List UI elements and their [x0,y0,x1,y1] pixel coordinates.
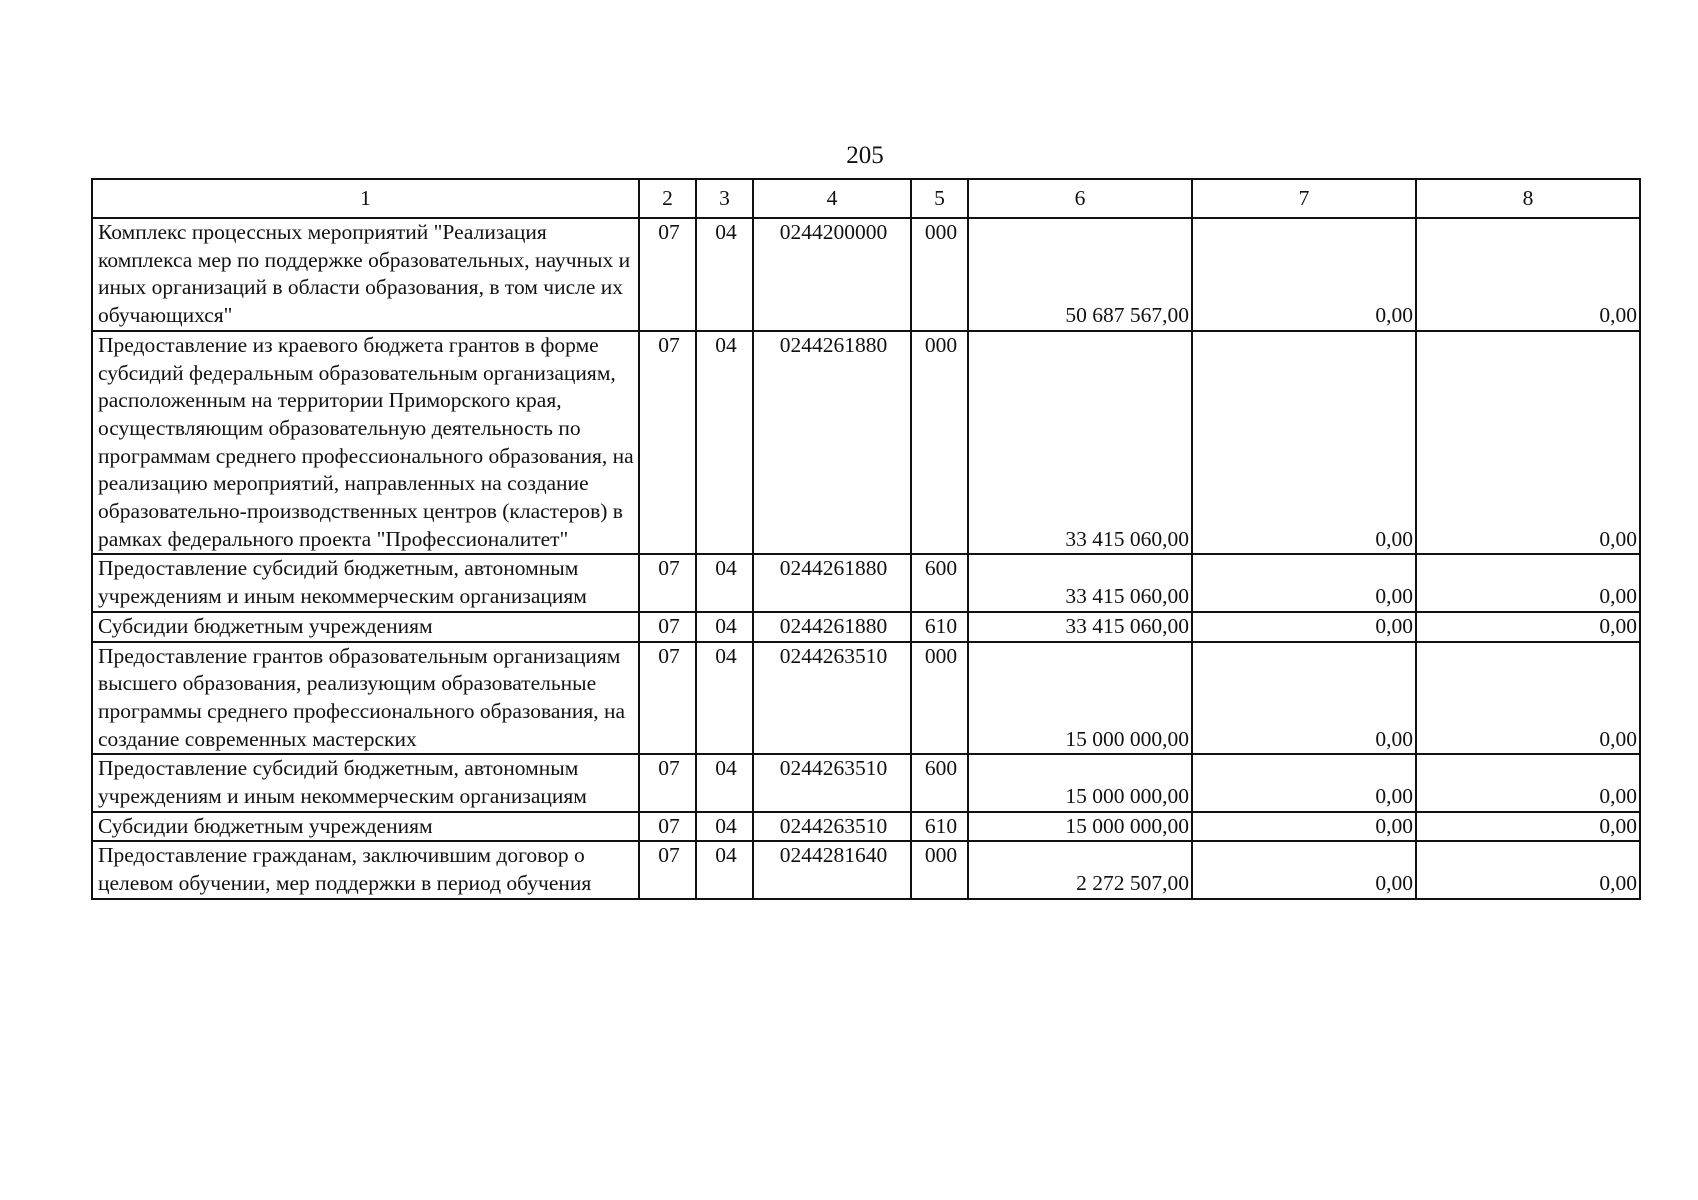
target-article-code: 0244261880 [753,612,911,642]
amount-col-6: 50 687 567,00 [968,218,1192,331]
subsection-code: 04 [696,841,753,898]
expense-name: Комплекс процессных мероприятий "Реализация комплекса мер по поддержке образовательных, научных и иных организаций в области образования, в том числе их обучающихся" [92,218,639,331]
amount-col-8: 0,00 [1416,331,1640,555]
column-header: 1 [92,179,639,218]
expense-type-code: 000 [911,642,968,755]
expense-name: Предоставление из краевого бюджета грантов в форме субсидий федеральным образовательным организациям, расположенным на территории Приморского края, осуществляющим образовательную деятельность по программам среднего профессионального образования, на реализацию мероприятий, направленных на создание образовательно-производственных центров (кластеров) в рамках федерального проекта "Профессионалитет" [92,331,639,555]
page-number: 205 [846,142,884,169]
column-header: 5 [911,179,968,218]
table-row [92,612,1640,642]
amount-col-6: 33 415 060,00 [968,612,1192,642]
column-header: 6 [968,179,1192,218]
expense-type-code: 000 [911,218,968,331]
amount-col-7: 0,00 [1192,218,1416,331]
amount-col-7: 0,00 [1192,812,1416,842]
subsection-code: 04 [696,642,753,755]
section-code: 07 [639,754,696,811]
expense-name: Субсидии бюджетным учреждениям [92,612,639,642]
table-row [92,331,1640,555]
column-number-row [92,179,1640,218]
amount-col-7: 0,00 [1192,754,1416,811]
table-row [92,642,1640,755]
expense-type-code: 610 [911,812,968,842]
amount-col-6: 15 000 000,00 [968,754,1192,811]
section-code: 07 [639,218,696,331]
subsection-code: 04 [696,331,753,555]
subsection-code: 04 [696,754,753,811]
subsection-code: 04 [696,554,753,611]
expense-name: Предоставление грантов образовательным организациям высшего образования, реализующим образовательные программы среднего профессионального образования, на создание современных мастерских [92,642,639,755]
section-code: 07 [639,612,696,642]
amount-col-6: 2 272 507,00 [968,841,1192,898]
column-header: 8 [1416,179,1640,218]
target-article-code: 0244281640 [753,841,911,898]
amount-col-8: 0,00 [1416,642,1640,755]
table-row [92,554,1640,611]
column-header: 7 [1192,179,1416,218]
budget-table [91,178,1641,900]
subsection-code: 04 [696,812,753,842]
amount-col-8: 0,00 [1416,812,1640,842]
expense-type-code: 600 [911,554,968,611]
subsection-code: 04 [696,218,753,331]
amount-col-7: 0,00 [1192,554,1416,611]
target-article-code: 0244200000 [753,218,911,331]
expense-name: Предоставление гражданам, заключившим договор о целевом обучении, мер поддержки в период обучения [92,841,639,898]
section-code: 07 [639,812,696,842]
table-row [92,754,1640,811]
amount-col-6: 33 415 060,00 [968,554,1192,611]
expense-name: Предоставление субсидий бюджетным, автономным учреждениям и иным некоммерческим организациям [92,754,639,811]
amount-col-8: 0,00 [1416,754,1640,811]
column-header: 2 [639,179,696,218]
amount-col-8: 0,00 [1416,554,1640,611]
section-code: 07 [639,841,696,898]
expense-type-code: 600 [911,754,968,811]
amount-col-7: 0,00 [1192,612,1416,642]
expense-name: Субсидии бюджетным учреждениям [92,812,639,842]
table-row [92,841,1640,898]
amount-col-6: 15 000 000,00 [968,642,1192,755]
amount-col-7: 0,00 [1192,331,1416,555]
section-code: 07 [639,642,696,755]
expense-name: Предоставление субсидий бюджетным, автономным учреждениям и иным некоммерческим организациям [92,554,639,611]
target-article-code: 0244263510 [753,754,911,811]
target-article-code: 0244263510 [753,812,911,842]
amount-col-7: 0,00 [1192,642,1416,755]
column-header: 3 [696,179,753,218]
amount-col-8: 0,00 [1416,841,1640,898]
column-header: 4 [753,179,911,218]
amount-col-6: 33 415 060,00 [968,331,1192,555]
subsection-code: 04 [696,612,753,642]
target-article-code: 0244263510 [753,642,911,755]
expense-type-code: 610 [911,612,968,642]
amount-col-8: 0,00 [1416,218,1640,331]
table-row [92,812,1640,842]
expense-type-code: 000 [911,331,968,555]
amount-col-6: 15 000 000,00 [968,812,1192,842]
target-article-code: 0244261880 [753,554,911,611]
target-article-code: 0244261880 [753,331,911,555]
table-row [92,218,1640,331]
expense-type-code: 000 [911,841,968,898]
amount-col-7: 0,00 [1192,841,1416,898]
section-code: 07 [639,331,696,555]
section-code: 07 [639,554,696,611]
amount-col-8: 0,00 [1416,612,1640,642]
